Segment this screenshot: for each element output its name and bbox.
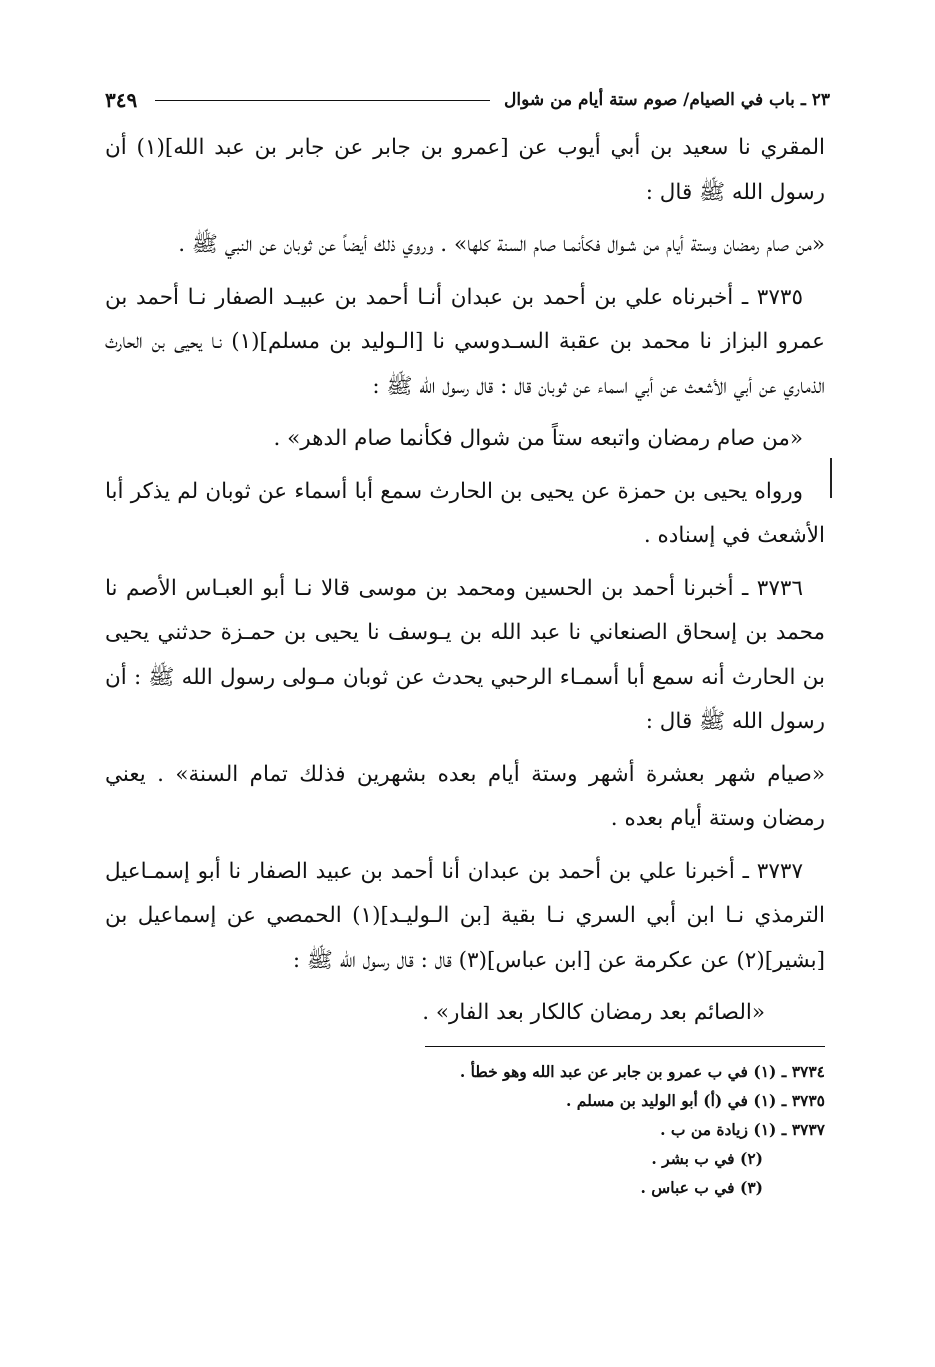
hadith-quote: «من صام رمضان واتبعه ستاً من شوال فكأنما صام الدهر» . <box>273 426 803 451</box>
paragraph: ورواه يحيى بن حمزة عن يحيى بن الحارث سمع أبا أسماء عن ثوبان لم يذكر أبا الأشعث في إسناده . <box>105 478 825 548</box>
hadith-quote: «الصائم بعد رمضان كالكار بعد الفار» . <box>422 1000 765 1025</box>
body-text <box>105 126 825 1036</box>
paragraph-hadith-3736: ٣٧٣٦ ـ أخبرنا أحمد بن الحسين ومحمد بن موسى قالا نـا أبو العبـاس الأصم نا محمد بن إسحاق الصنعاني نا عبد الله بن يـوسف نا يحيى بن حمـزة حدثني يحيى بن الحارث أنه سمع أبا أسمـاء الرحبي يحدث عن ثوبان مـولى رسول الله ﷺ : أن رسول الله ﷺ قال : <box>105 575 825 734</box>
margin-mark <box>830 458 832 498</box>
footnote: ٣٧٣٥ ـ (١) في (أ) أبو الوليد بن مسلم . <box>565 1090 825 1110</box>
footnote: ٣٧٣٧ ـ (١) زيادة من ب . <box>660 1119 825 1139</box>
paragraph-hadith-3735: ٣٧٣٥ ـ أخبرناه علي بن أحمد بن عبدان أنـا أحمد بن عبيـد الصفار نـا أحمد بن عمرو البزاز نا محمد بن عقبة السـدوسي نا [الـوليد بن مسلم](١) نـا يحيى بن الحارث الذماري عن أبي الأشعث عن أبي اسماء عن ثوبان قال : قال رسول الله ﷺ : <box>105 284 826 399</box>
paragraph: «صيام شهر بعشرة أشهر وستة أيام بعده بشهرين فذلك تمام السنة» . يعني رمضان وستة أيام بعده . <box>105 761 825 831</box>
paragraph-hadith-3737: ٣٧٣٧ ـ أخبرنا علي بن أحمد بن عبدان أنا أحمد بن عبيد الصفار نا أبو إسمـاعيل الترمذي نـا ابن أبي السري نـا بقية [بن الـوليـد](١) الحمصي عن إسماعيل بن [بشير](٢) عن عكرمة عن [ابن عباس](٣) قال : قال رسول الله ﷺ : <box>105 858 825 973</box>
header-rule <box>155 100 490 101</box>
paragraph: «من صام رمضان وستة أيام من شـوال فكأنمـا صام السنة كلها» . وروي ذلك أيضاً عن ثوبان عن النبي ﷺ . <box>178 232 825 257</box>
footnote: (٢) في ب بشر . <box>651 1148 763 1168</box>
footnotes <box>105 1057 825 1202</box>
page-number: ٣٤٩ <box>105 88 138 112</box>
footnote: (٣) في ب عباس . <box>640 1177 763 1197</box>
book-page <box>105 78 830 1278</box>
chapter-title: ٢٣ ـ باب في الصيام/ صوم ستة أيام من شوال <box>504 90 830 110</box>
paragraph: المقري نا سعيد بن أبي أيوب عن [عمرو بن جابر عن جابر بن عبد الله](١) أن رسول الله ﷺ قال : <box>105 135 825 205</box>
footnote: ٣٧٣٤ ـ (١) في ب عمرو بن جابر عن عبد الله وهو خطأ . <box>459 1061 825 1081</box>
running-head <box>105 78 830 122</box>
footnote-rule <box>425 1046 825 1047</box>
